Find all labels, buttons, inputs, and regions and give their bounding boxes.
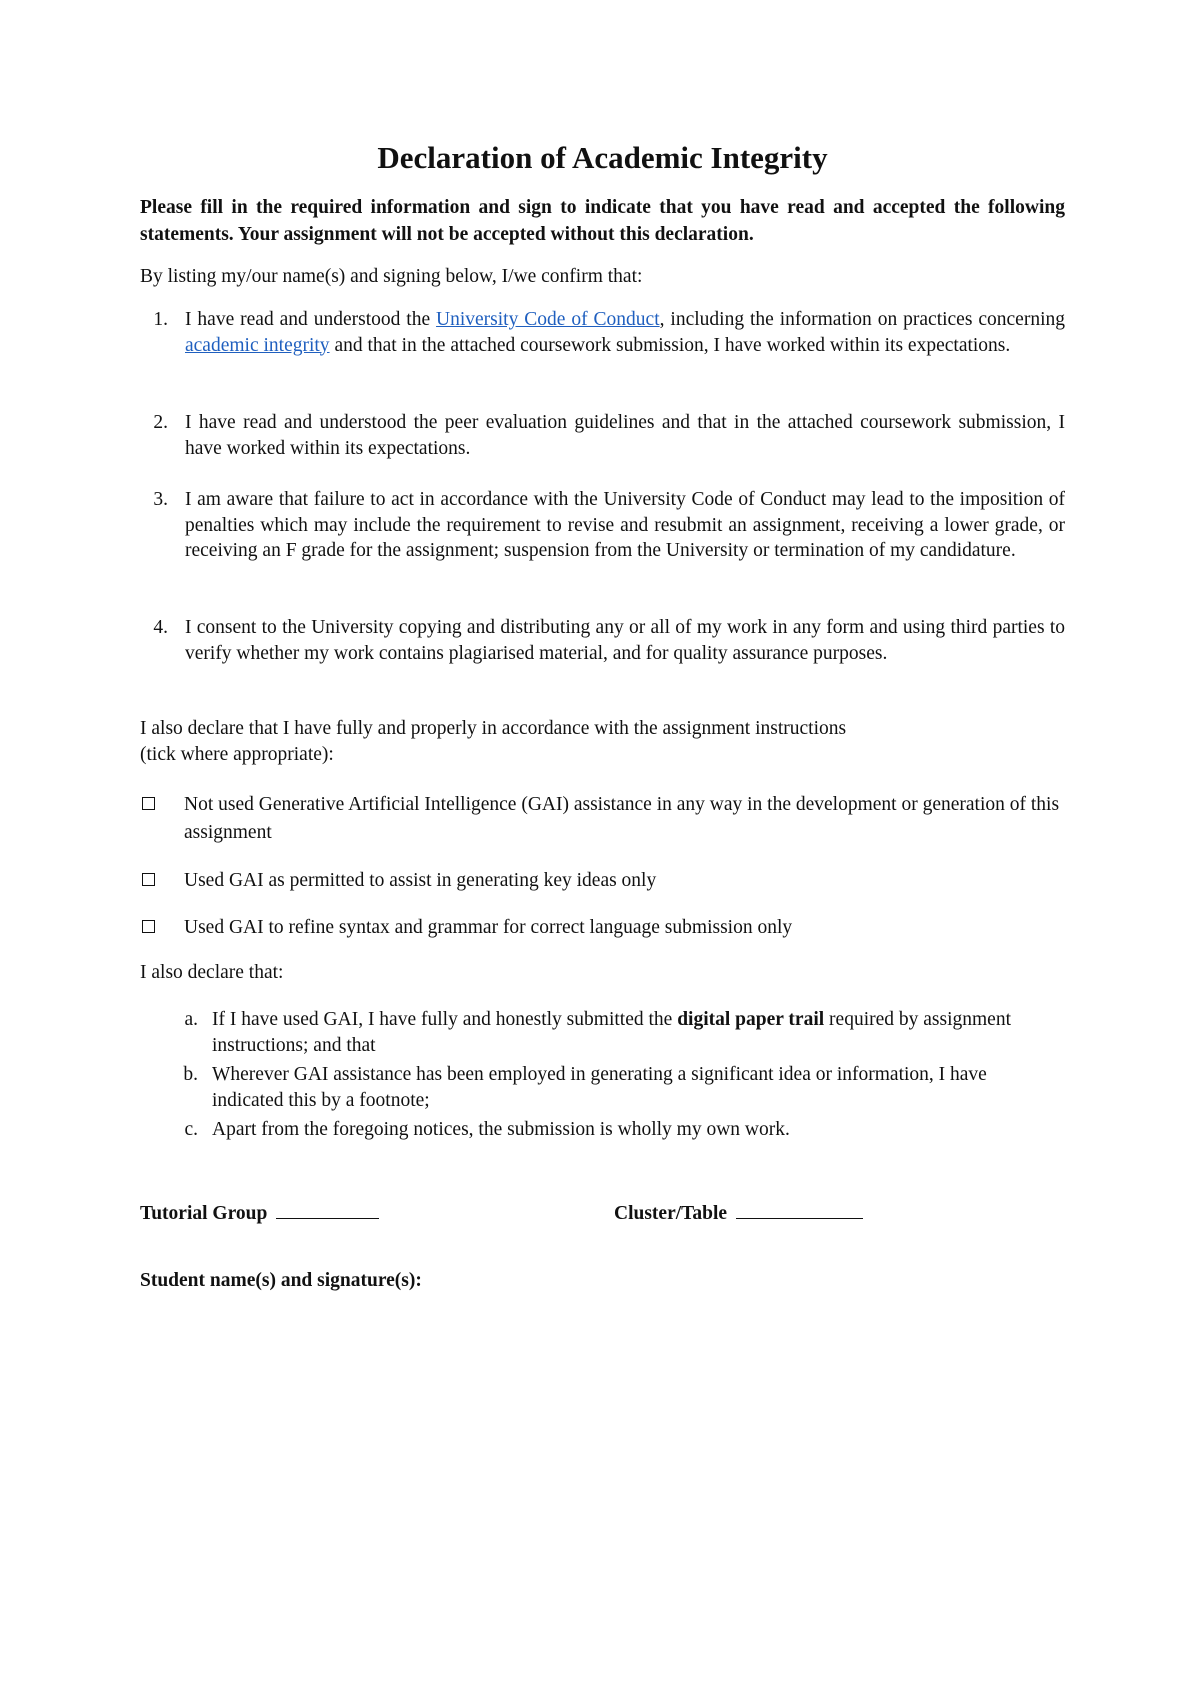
statement-text: I have read and understood the University Code of Conduct, including the information on practices concerning academic integrity and that in the attached coursework submission, I have worked within its expectations. [185,309,1065,356]
statement-text: I am aware that failure to act in accordance with the University Code of Conduct may lead to the imposition of penalties which may include the requirement to revise and resubmit an assignment, receiving a lower grade, or receiving an F grade for the assignment; suspension from the University or termination of my candidature. [185,489,1065,561]
tick-option-label: Not used Generative Artificial Intelligence (GAI) assistance in any way in the development or generation of this assignment [184,794,1060,843]
declare-lead-line-1: I also declare that I have fully and properly in accordance with the assignment instructions [140,718,847,739]
declaration-letter: b. [183,1064,198,1085]
declare-lead-line-2: (tick where appropriate): [140,744,334,765]
declaration-letter: c. [184,1119,198,1140]
signature-label: Student name(s) and signature(s): [140,1270,422,1291]
statement-number: 1. [153,309,168,330]
statement-text: I consent to the University copying and distributing any or all of my work in any form and using third parties to verify whether my work contains plagiarised material, and for quality assurance purposes. [185,617,1065,664]
declaration-text: Apart from the foregoing notices, the submission is wholly my own work. [212,1119,790,1140]
academic-integrity-link[interactable]: academic integrity [185,334,330,356]
university-code-of-conduct-link[interactable]: University Code of Conduct [436,309,660,330]
tick-option-label: Used GAI as permitted to assist in generating key ideas only [184,870,657,891]
statement-number: 2. [153,412,168,433]
cluster-table-field [614,1200,863,1225]
tutorial-group-field [140,1200,379,1225]
declare-lead [140,716,1065,768]
checkbox-no-gai[interactable] [142,797,155,810]
declaration-text: If I have used GAI, I have fully and honestly submitted the digital paper trail required by assignment instructions; and that [212,1009,1012,1056]
cluster-table-label: Cluster/Table [614,1203,728,1224]
declaration-letter: a. [184,1009,198,1030]
statement-number: 3. [153,489,168,510]
tutorial-group-label: Tutorial Group [140,1203,268,1224]
also-declare-lead: I also declare that: [140,962,284,983]
intro-instructions: Please fill in the required information and sign to indicate that you have read and accepted the following statements. Your assignment will not be accepted without this declaration. [140,197,1065,245]
statement-number: 4. [153,617,168,638]
tick-option-label: Used GAI to refine syntax and grammar for correct language submission only [184,917,793,938]
page-title: Declaration of Academic Integrity [377,140,828,175]
checkbox-syntax-grammar[interactable] [142,920,155,933]
digital-paper-trail: digital paper trail [677,1009,825,1030]
confirm-lead: By listing my/our name(s) and signing below, I/we confirm that: [140,266,643,287]
tutorial-group-input[interactable] [276,1200,379,1219]
declaration-text: Wherever GAI assistance has been employed in generating a significant idea or information, I have indicated this by a footnote; [212,1064,987,1111]
cluster-table-input[interactable] [736,1200,863,1219]
checkbox-key-ideas[interactable] [142,873,155,886]
statement-text: I have read and understood the peer evaluation guidelines and that in the attached coursework submission, I have worked within its expectations. [185,412,1065,459]
